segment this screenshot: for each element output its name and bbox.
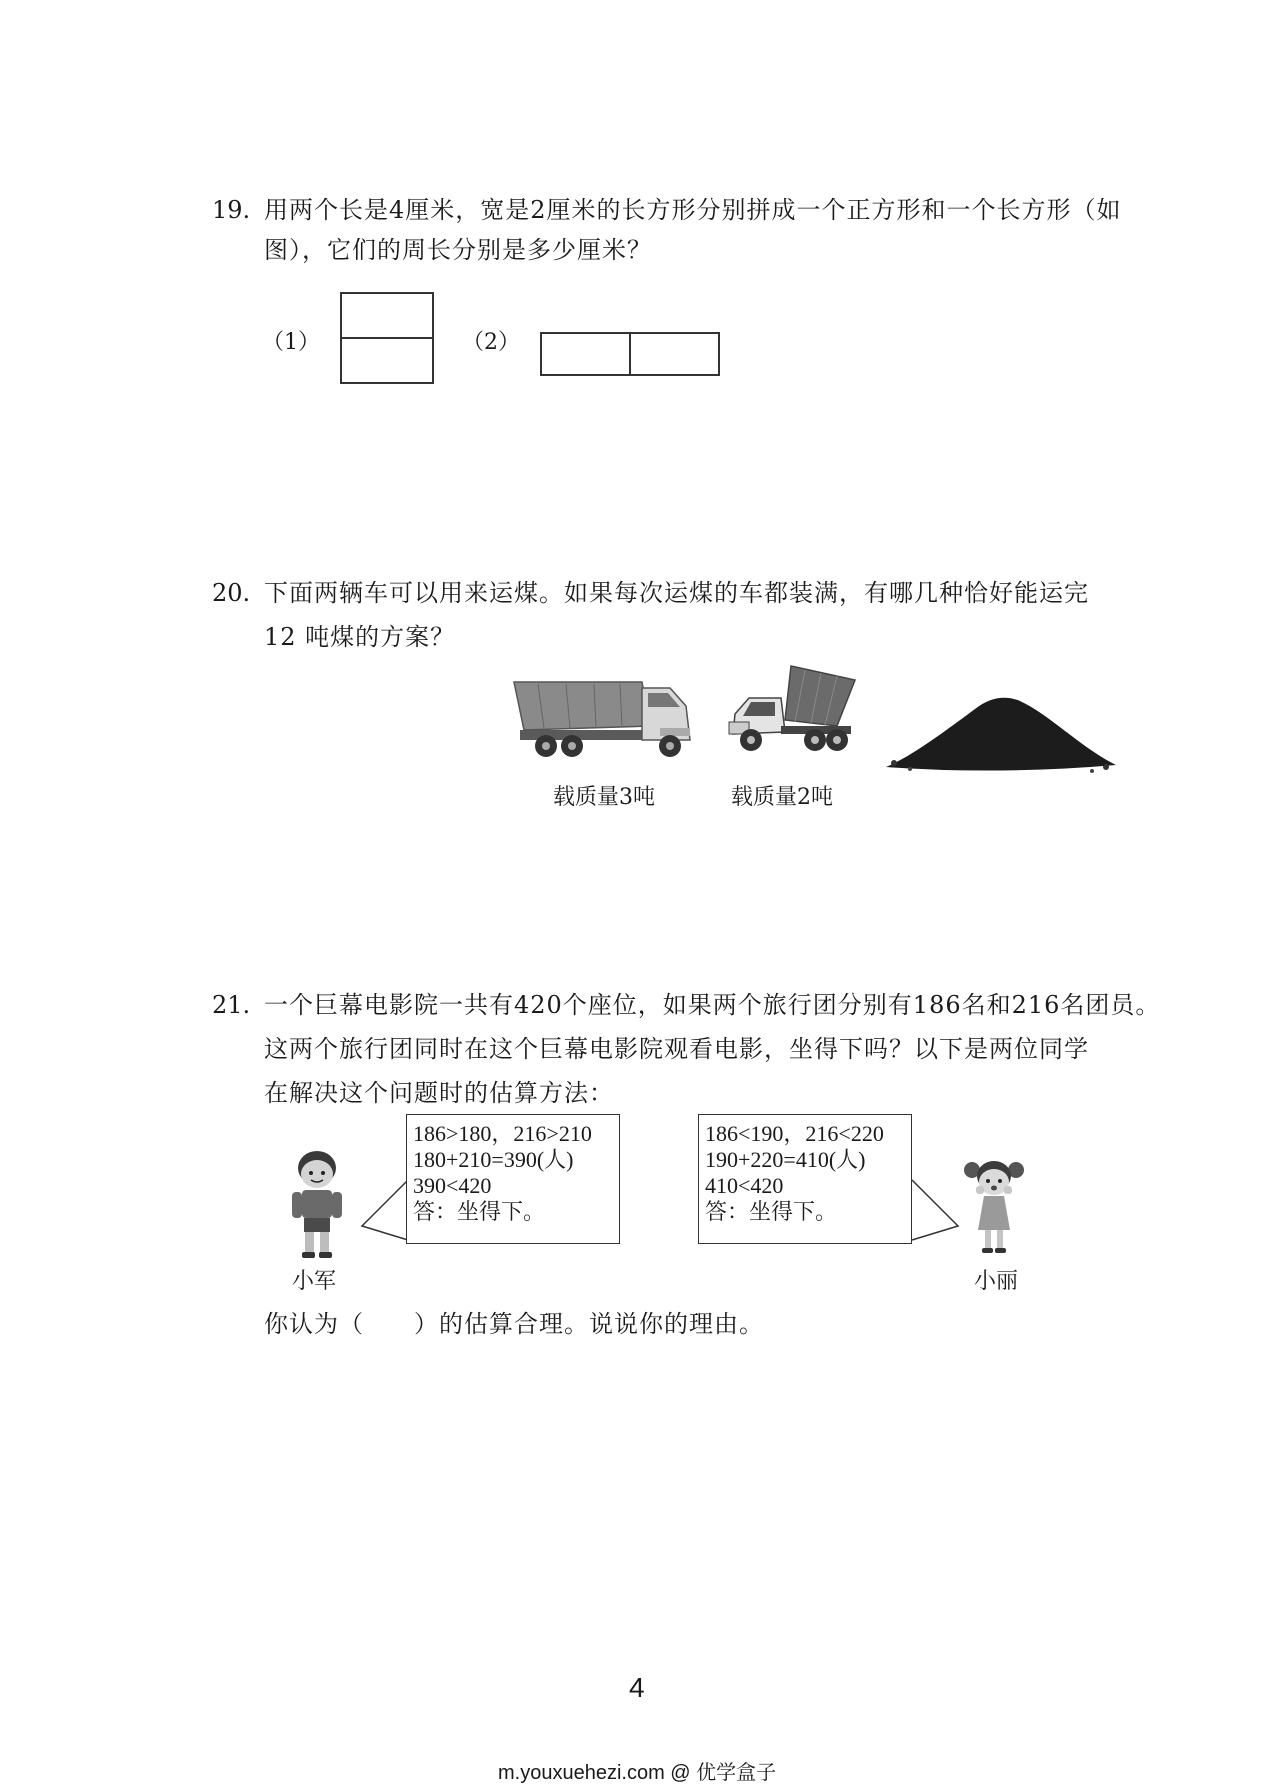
coal-pile-image bbox=[880, 685, 1120, 775]
boy-line-2: 180+210=390(人) bbox=[413, 1147, 574, 1172]
q21-question: 你认为（ ）的估算合理。说说你的理由。 bbox=[264, 1310, 764, 1338]
q19-rectangle-figure bbox=[540, 332, 722, 378]
q19-fig1-label: （1） bbox=[262, 330, 320, 355]
q19-number: 19. bbox=[212, 196, 251, 224]
girl-bubble-pointer bbox=[908, 1178, 960, 1248]
boy-bubble-pointer bbox=[360, 1178, 410, 1248]
dump-truck-3t-image bbox=[510, 660, 695, 760]
girl-line-4: 答：坐得下。 bbox=[705, 1199, 838, 1224]
boy-line-4: 答：坐得下。 bbox=[413, 1199, 546, 1224]
q19-square-figure bbox=[340, 292, 436, 386]
footer-watermark: m.youxuehezi.com @ 优学盒子 bbox=[498, 1762, 777, 1784]
girl-line-3: 410<420 bbox=[705, 1173, 784, 1198]
page-number: 4 bbox=[629, 1672, 645, 1703]
girl-xiaoli-image bbox=[958, 1154, 1030, 1256]
q21-line2: 这两个旅行团同时在这个巨幕电影院观看电影，坐得下吗？以下是两位同学 bbox=[264, 1035, 1089, 1063]
dump-truck-2t-image bbox=[725, 660, 865, 760]
q19-fig2-label: （2） bbox=[462, 330, 520, 355]
boy-line-1: 186>180，216>210 bbox=[413, 1121, 592, 1146]
q21-line1: 一个巨幕电影院一共有420个座位，如果两个旅行团分别有186名和216名团员。 bbox=[264, 991, 1161, 1019]
boy-name: 小军 bbox=[292, 1269, 337, 1294]
q21-line3: 在解决这个问题时的估算方法： bbox=[264, 1079, 614, 1107]
truck-3t-caption: 载质量3吨 bbox=[553, 785, 655, 810]
q20-line2: 12 吨煤的方案？ bbox=[264, 623, 456, 651]
q20-line1: 下面两辆车可以用来运煤。如果每次运煤的车都装满，有哪几种恰好能运完 bbox=[264, 579, 1089, 607]
boy-xiaojun-image bbox=[282, 1146, 352, 1262]
q21-number: 21. bbox=[212, 991, 251, 1019]
q19-line2: 图），它们的周长分别是多少厘米？ bbox=[264, 236, 652, 264]
truck-2t-caption: 载质量2吨 bbox=[731, 785, 833, 810]
girl-line-2: 190+220=410(人) bbox=[705, 1147, 866, 1172]
q19-line1: 用两个长是4厘米，宽是2厘米的长方形分别拼成一个正方形和一个长方形（如 bbox=[264, 196, 1122, 224]
girl-name: 小丽 bbox=[974, 1269, 1019, 1294]
boy-line-3: 390<420 bbox=[413, 1173, 492, 1198]
boy-speech-bubble bbox=[406, 1114, 620, 1244]
girl-line-1: 186<190，216<220 bbox=[705, 1121, 884, 1146]
q20-number: 20. bbox=[212, 579, 251, 607]
girl-speech-bubble bbox=[698, 1114, 912, 1244]
